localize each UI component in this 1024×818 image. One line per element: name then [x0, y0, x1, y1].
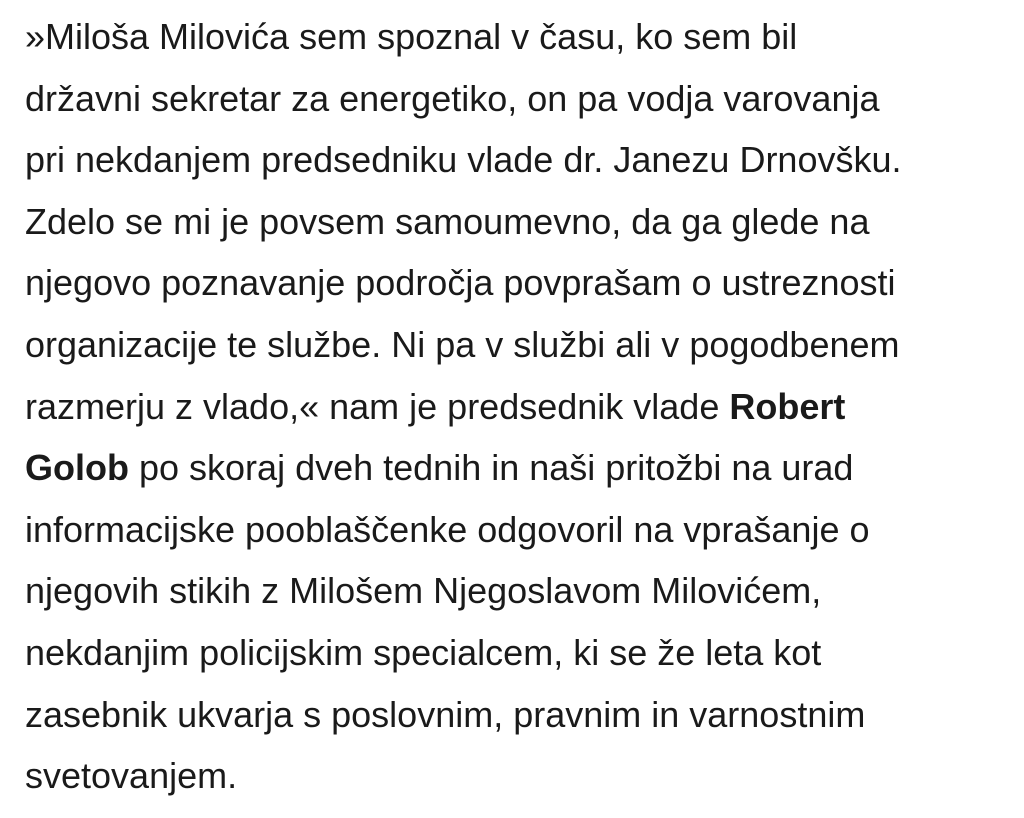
text-line-4: Zdelo se mi je povsem samoumevno, da ga glede na: [25, 200, 870, 242]
text-line-1: »Miloša Milovića sem spoznal v času, ko sem bil: [25, 16, 798, 57]
text-line-7: [25, 376, 1000, 438]
article-paragraph: [25, 6, 1000, 807]
person-name-bold: Robert: [729, 385, 846, 427]
text-line-6: organizacije te službe. Ni pa v službi ali v pogodbenem: [25, 323, 900, 365]
text-line-5: njegovo poznavanje področja povprašam o ustreznosti: [25, 262, 896, 304]
text-line-9: informacijske pooblaščenke odgovoril na vprašanje o: [25, 508, 870, 550]
text-segment: razmerju z vlado,« nam je predsednik vlade: [25, 385, 730, 427]
text-line-8: [25, 437, 1000, 499]
text-line-3: pri nekdanjem predsedniku vlade dr. Janezu Drnovšku.: [25, 139, 902, 181]
text-segment: po skoraj dveh tednih in naši pritožbi na urad: [128, 447, 854, 489]
text-line-13: svetovanjem.: [25, 755, 238, 797]
text-line-12: zasebnik ukvarja s poslovnim, pravnim in varnostnim: [25, 693, 866, 735]
person-surname-bold: Golob: [25, 447, 129, 489]
text-line-2: državni sekretar za energetiko, on pa vodja varovanja: [25, 77, 880, 119]
text-line-10: njegovih stikih z Milošem Njegoslavom Milovićem,: [25, 570, 822, 612]
text-line-11: nekdanjim policijskim specialcem, ki se že leta kot: [25, 631, 822, 673]
